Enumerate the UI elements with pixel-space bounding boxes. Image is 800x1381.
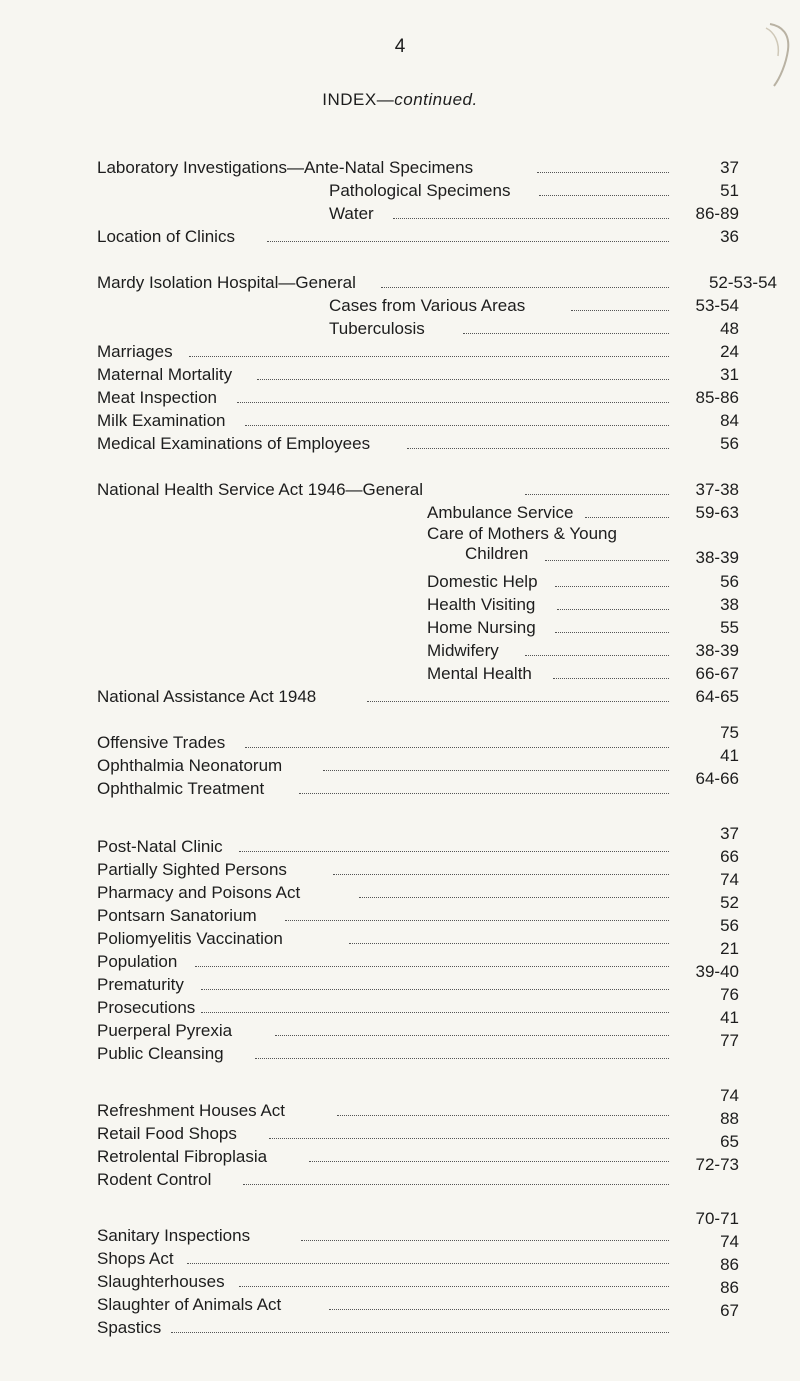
leader-dots	[237, 402, 669, 403]
page-number: 4	[394, 36, 406, 57]
entry-label: Marriages	[97, 342, 173, 361]
entry-label: Ophthalmia Neonatorum	[97, 756, 283, 775]
entry-page: 84	[720, 411, 739, 430]
leader-dots	[359, 897, 669, 898]
entry-label: Mardy Isolation Hospital—General	[97, 273, 356, 292]
entry-page: 41	[720, 746, 739, 765]
index-entry	[97, 340, 765, 364]
leader-dots	[407, 448, 669, 449]
entry-label: Refreshment Houses Act	[97, 1101, 286, 1120]
leader-dots	[557, 609, 669, 610]
entry-label: Prosecutions	[97, 998, 196, 1017]
entry-page: 56	[720, 572, 739, 591]
index-entry	[97, 432, 765, 456]
leader-dots	[525, 655, 669, 656]
entry-page: 55	[720, 618, 739, 637]
entry-page: 53-54	[695, 296, 739, 315]
leader-dots	[245, 747, 669, 748]
entry-page: 64-66	[695, 769, 739, 788]
leader-dots	[267, 241, 669, 242]
entry-page: 72-73	[695, 1155, 739, 1174]
entry-label: Home Nursing	[427, 618, 536, 637]
leader-dots	[257, 379, 669, 380]
entry-page: 86-89	[695, 204, 739, 223]
leader-dots	[349, 943, 669, 944]
index-title-main: INDEX—	[322, 90, 395, 109]
entry-label: Shops Act	[97, 1249, 174, 1268]
entry-page: 65	[720, 1132, 739, 1151]
entry-label: National Assistance Act 1948	[97, 687, 317, 706]
index-entry	[329, 317, 765, 341]
entry-page: 48	[720, 319, 739, 338]
index-entry	[427, 570, 765, 594]
entry-page: 39-40	[695, 962, 739, 981]
leader-dots	[463, 333, 669, 334]
leader-dots	[309, 1161, 669, 1162]
leader-dots	[553, 678, 669, 679]
entry-page: 51	[720, 181, 739, 200]
leader-dots	[201, 1012, 669, 1013]
index-title-suffix: continued.	[394, 90, 478, 109]
leader-dots	[329, 1309, 669, 1310]
entry-page: 66	[720, 847, 739, 866]
entry-label: Puerperal Pyrexia	[97, 1021, 233, 1040]
entry-page: 31	[720, 365, 739, 384]
entry-label: Sanitary Inspections	[97, 1226, 251, 1245]
entry-label: Poliomyelitis Vaccination	[97, 929, 283, 948]
entry-label: Slaughterhouses	[97, 1272, 225, 1291]
entry-label: National Health Service Act 1946—General	[97, 480, 424, 499]
entry-label: Spastics	[97, 1318, 162, 1337]
leader-dots	[539, 195, 669, 196]
entry-label: Location of Clinics	[97, 227, 235, 246]
entry-page: 75	[720, 723, 739, 742]
entry-page: 38-39	[695, 641, 739, 660]
entry-page: 21	[720, 939, 739, 958]
entry-page: 74	[720, 870, 739, 889]
index-entry	[97, 156, 765, 180]
index-entry	[427, 662, 765, 686]
entry-label: Laboratory Investigations—Ante-Natal Specimens	[97, 158, 474, 177]
entry-label-line2: Children	[465, 544, 529, 563]
entry-label: Retail Food Shops	[97, 1124, 237, 1143]
entry-page: 24	[720, 342, 739, 361]
entry-label: Maternal Mortality	[97, 365, 233, 384]
entry-label: Cases from Various Areas	[329, 296, 526, 315]
index-entry	[427, 616, 765, 640]
entry-page: 66-67	[695, 664, 739, 683]
entry-label: Medical Examinations of Employees	[97, 434, 371, 453]
entry-label: Ophthalmic Treatment	[97, 779, 265, 798]
leader-dots	[367, 701, 669, 702]
leader-dots	[285, 920, 669, 921]
entry-page: 67	[720, 1301, 739, 1320]
index-entry	[97, 478, 765, 502]
entry-page: 37	[720, 824, 739, 843]
entry-label: Health Visiting	[427, 595, 536, 614]
entry-page: 38	[720, 595, 739, 614]
entry-label: Ambulance Service	[427, 503, 574, 522]
entry-label: Partially Sighted Persons	[97, 860, 287, 879]
leader-dots	[269, 1138, 669, 1139]
leader-dots	[275, 1035, 669, 1036]
entry-page: 38-39	[695, 548, 739, 567]
entry-page: 70-71	[695, 1209, 739, 1228]
entry-label: Pontsarn Sanatorium	[97, 906, 257, 925]
entry-label: Post-Natal Clinic	[97, 837, 223, 856]
entry-label: Retrolental Fibroplasia	[97, 1147, 268, 1166]
index-entry	[427, 501, 765, 525]
entry-page: 59-63	[695, 503, 739, 522]
leader-dots	[299, 793, 669, 794]
entry-page: 74	[720, 1086, 739, 1105]
index-entry	[427, 524, 765, 570]
index-entry	[427, 593, 765, 617]
leader-dots	[555, 586, 669, 587]
entry-label: Tuberculosis	[329, 319, 425, 338]
index-entry	[97, 685, 765, 709]
index-entry	[329, 179, 765, 203]
index-entry	[97, 363, 765, 387]
leader-dots	[239, 1286, 669, 1287]
leader-dots	[245, 425, 669, 426]
entry-label: Domestic Help	[427, 572, 538, 591]
leader-dots	[333, 874, 669, 875]
entry-page: 77	[720, 1031, 739, 1050]
index-title	[0, 90, 800, 110]
entry-label: Rodent Control	[97, 1170, 212, 1189]
entry-label: Meat Inspection	[97, 388, 218, 407]
entry-label: Mental Health	[427, 664, 532, 683]
entry-page: 41	[720, 1008, 739, 1027]
entry-label: Milk Examination	[97, 411, 226, 430]
leader-dots	[381, 287, 669, 288]
leader-dots	[195, 966, 669, 967]
leader-dots	[171, 1332, 669, 1333]
leader-dots	[189, 356, 669, 357]
entry-page: 74	[720, 1232, 739, 1251]
entry-page: 86	[720, 1278, 739, 1297]
entry-label: Pharmacy and Poisons Act	[97, 883, 301, 902]
entry-page: 76	[720, 985, 739, 1004]
leader-dots	[243, 1184, 669, 1185]
leader-dots	[545, 560, 669, 561]
entry-label: Water	[329, 204, 374, 223]
entry-label: Public Cleansing	[97, 1044, 224, 1063]
index-entry	[97, 386, 765, 410]
entry-label: Slaughter of Animals Act	[97, 1295, 282, 1314]
leader-dots	[201, 989, 669, 990]
entry-label: Offensive Trades	[97, 733, 226, 752]
entry-label: Midwifery	[427, 641, 499, 660]
leader-dots	[555, 632, 669, 633]
leader-dots	[537, 172, 669, 173]
entry-page: 88	[720, 1109, 739, 1128]
leader-dots	[187, 1263, 669, 1264]
entry-label: Pathological Specimens	[329, 181, 511, 200]
leader-dots	[525, 494, 669, 495]
leader-dots	[239, 851, 669, 852]
index-entry	[329, 294, 765, 318]
entry-page: 86	[720, 1255, 739, 1274]
page-corner-mark	[760, 20, 794, 90]
leader-dots	[393, 218, 669, 219]
entry-page: 36	[720, 227, 739, 246]
index-entry	[329, 202, 765, 226]
entry-page: 64-65	[695, 687, 739, 706]
index-entry	[427, 639, 765, 663]
entry-label: Prematurity	[97, 975, 184, 994]
entry-page: 37-38	[695, 480, 739, 499]
entry-page: 52	[720, 893, 739, 912]
index-entry	[97, 225, 765, 249]
entry-label: Care of Mothers & Young	[427, 524, 617, 543]
leader-dots	[337, 1115, 669, 1116]
entry-page: 37	[720, 158, 739, 177]
index-entry	[97, 409, 765, 433]
entry-label: Population	[97, 952, 178, 971]
entry-page: 56	[720, 434, 739, 453]
leader-dots	[301, 1240, 669, 1241]
entry-page: 85-86	[695, 388, 739, 407]
leader-dots	[323, 770, 669, 771]
index-entry	[97, 271, 777, 295]
entry-page: 56	[720, 916, 739, 935]
leader-dots	[255, 1058, 669, 1059]
entry-page: 52-53-54	[708, 273, 777, 292]
